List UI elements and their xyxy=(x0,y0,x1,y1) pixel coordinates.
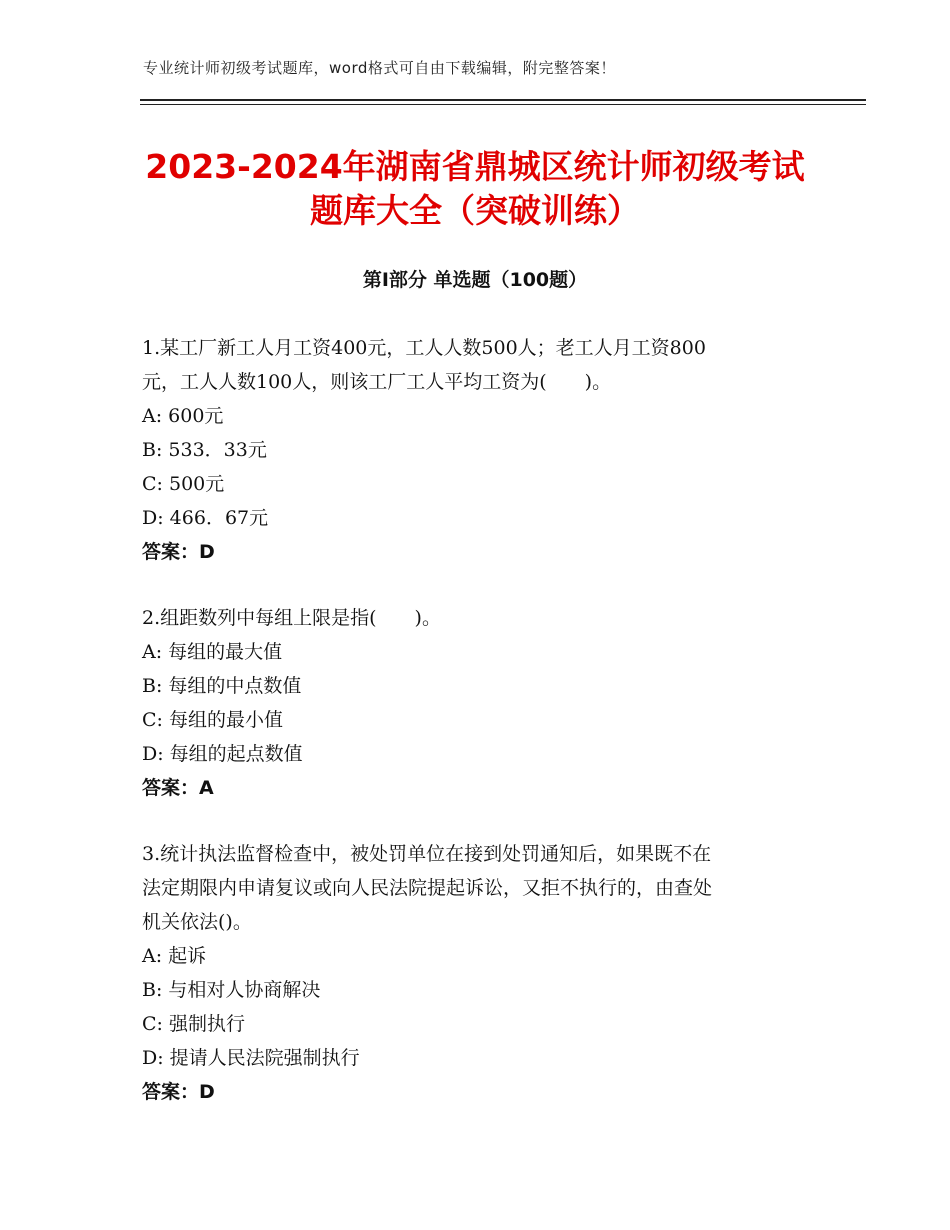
title-line-2: 题库大全（突破训练） xyxy=(310,191,640,230)
question-stem xyxy=(142,601,802,635)
question-stem-line: 3.统计执法监督检查中，被处罚单位在接到处罚通知后，如果既不在 xyxy=(142,843,712,865)
question-1 xyxy=(142,331,802,569)
option-d: D: 提请人民法院强制执行 xyxy=(142,1047,360,1069)
option-a: A: 600元 xyxy=(142,405,224,427)
option-b: B: 与相对人协商解决 xyxy=(142,979,321,1001)
option-b: B: 533．33元 xyxy=(142,439,267,461)
answer-line: 答案：D xyxy=(142,1081,215,1103)
header-rule-thick xyxy=(140,99,866,101)
option-d: D: 466．67元 xyxy=(142,507,269,529)
option-c: C: 每组的最小值 xyxy=(142,709,283,731)
answer-line: 答案：D xyxy=(142,541,215,563)
option-c: C: 强制执行 xyxy=(142,1013,245,1035)
question-2 xyxy=(142,601,802,805)
question-stem-line: 法定期限内申请复议或向人民法院提起诉讼，又拒不执行的，由查处 xyxy=(142,877,713,899)
option-a: A: 起诉 xyxy=(142,945,207,967)
question-stem xyxy=(142,331,802,399)
document-title xyxy=(0,145,950,233)
answer-line: 答案：A xyxy=(142,777,214,799)
question-list xyxy=(142,331,802,1141)
question-stem-line: 2.组距数列中每组上限是指( )。 xyxy=(142,607,441,629)
section-heading: 第Ⅰ部分 单选题（100题） xyxy=(362,269,588,291)
title-line-1: 2023-2024年湖南省鼎城区统计师初级考试 xyxy=(145,147,805,186)
option-b: B: 每组的中点数值 xyxy=(142,675,302,697)
question-stem xyxy=(142,837,802,939)
question-stem-line: 机关依法()。 xyxy=(142,911,252,933)
option-a: A: 每组的最大值 xyxy=(142,641,283,663)
question-stem-line: 元，工人人数100人，则该工厂工人平均工资为( )。 xyxy=(142,371,612,393)
option-d: D: 每组的起点数值 xyxy=(142,743,303,765)
option-c: C: 500元 xyxy=(142,473,225,495)
page-header-text: 专业统计师初级考试题库，word格式可自由下载编辑，附完整答案！ xyxy=(143,59,616,77)
question-stem-line: 1.某工厂新工人月工资400元，工人人数500人；老工人月工资800 xyxy=(142,337,706,359)
header-rule-thin xyxy=(140,104,866,105)
question-3 xyxy=(142,837,802,1109)
